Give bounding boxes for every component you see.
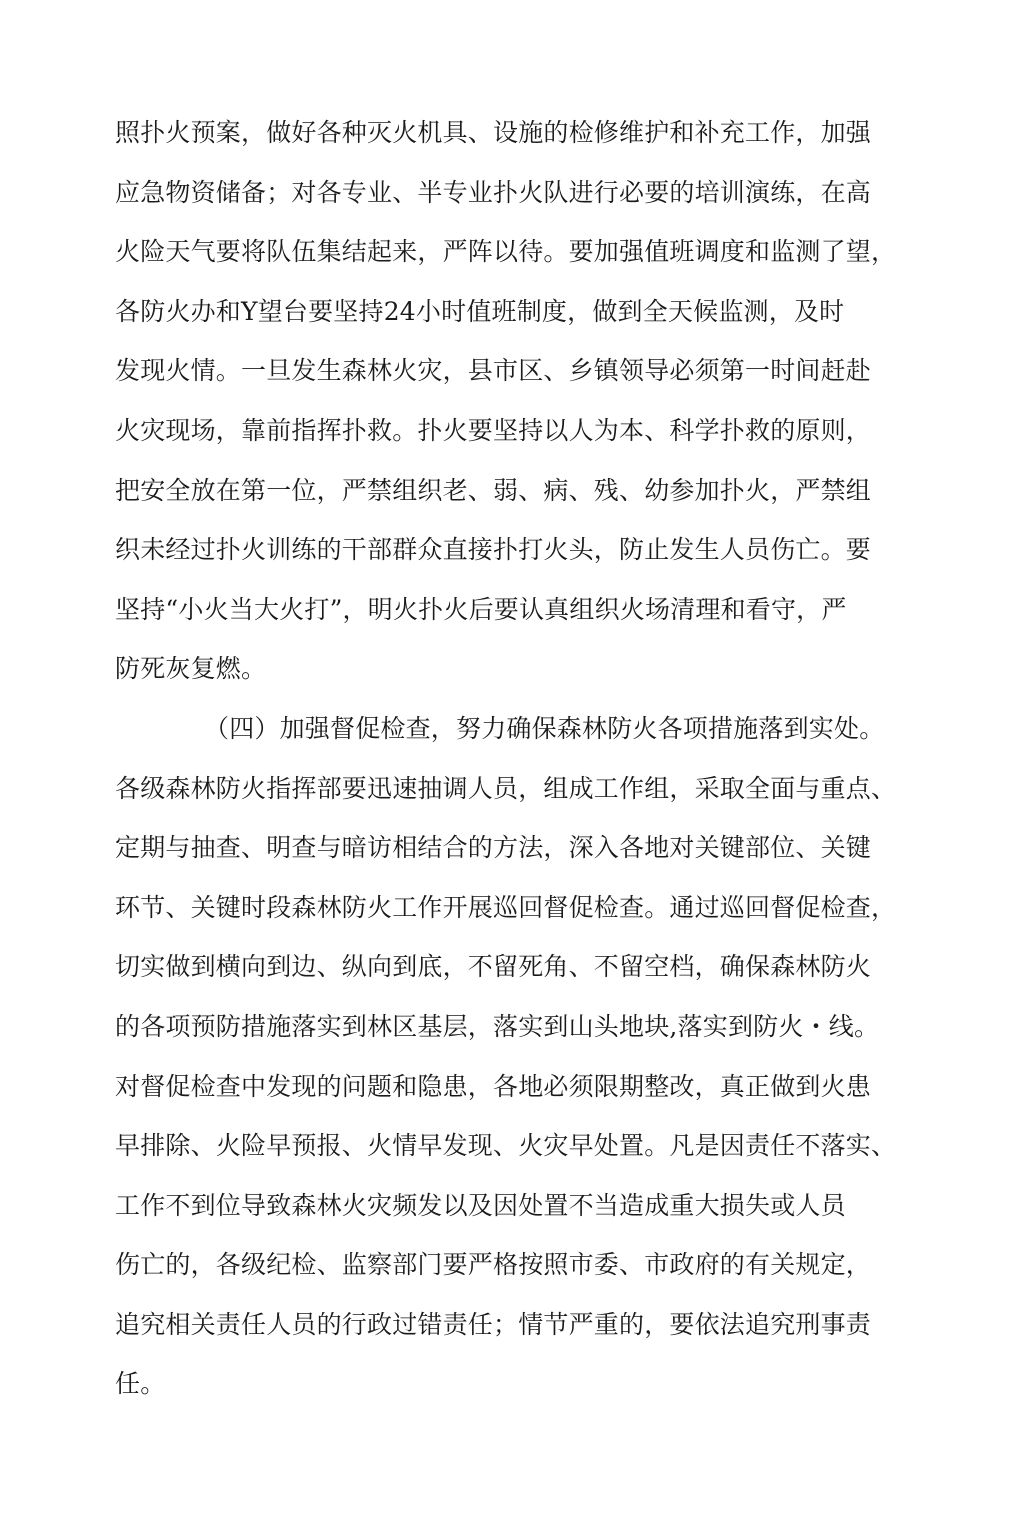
text-line: 防死灰复燃。	[115, 654, 267, 684]
text-line: 伤亡的，各级纪检、监察部门要严格按照市委、市政府的有关规定，	[115, 1250, 872, 1280]
text-line: 对督促检查中发现的问题和隐患，各地必须限期整改，真正做到火患	[115, 1071, 872, 1101]
text-line: 追究相关责任人员的行政过错责任；情节严重的，要依法追究刑事责	[115, 1309, 872, 1339]
text-line: 环节、关键时段森林防火工作开展巡回督促检查。通过巡回督促检查，	[115, 892, 897, 922]
text-line: 各级森林防火指挥部要迅速抽调人员，组成工作组，采取全面与重点、	[115, 773, 897, 803]
section-heading: （四）加强督促检查，努力确保森林防火各项措施落到实处。	[204, 713, 885, 743]
text-line: 早排除、火险早预报、火情早发现、火灾早处置。凡是因责任不落实、	[115, 1131, 897, 1161]
text-line: 把安全放在第一位，严禁组织老、弱、病、残、幼参加扑火，严禁组	[115, 475, 872, 505]
text-line: 织未经过扑火训练的干部群众直接扑打火头，防止发生人员伤亡。要	[115, 535, 872, 565]
text-line: 照扑火预案，做好各种灭火机具、设施的检修维护和补充工作，加强	[115, 118, 872, 147]
text-line: 火险天气要将队伍集结起来，严阵以待。要加强值班调度和监测了望，	[115, 237, 897, 267]
body-text	[115, 103, 895, 1414]
text-line: 火灾现场，靠前指挥扑救。扑火要坚持以人为本、科学扑救的原则，	[115, 415, 872, 445]
text-line: 切实做到横向到边、纵向到底，不留死角、不留空档，确保森林防火	[115, 952, 872, 982]
text-line: 的各项预防措施落实到林区基层，落实到山头地块,落实到防火・线。	[115, 1011, 880, 1041]
text-line: 工作不到位导致森林火灾频发以及因处置不当造成重大损失或人员	[115, 1190, 846, 1220]
text-line: 定期与抽查、明查与暗访相结合的方法，深入各地对关键部位、关键	[115, 833, 872, 863]
text-line: 发现火情。一旦发生森林火灾，县市区、乡镇领导必须第一时间赶赴	[115, 356, 872, 386]
text-line: 各防火办和Y望台要坚持24小时值班制度，做到全天候监测，及时	[115, 296, 845, 326]
text-line: 应急物资储备；对各专业、半专业扑火队进行必要的培训演练，在高	[115, 177, 872, 207]
text-line: 任。	[115, 1369, 166, 1399]
text-line: 坚持“小火当大火打”，明火扑火后要认真组织火场清理和看守，严	[115, 594, 847, 624]
